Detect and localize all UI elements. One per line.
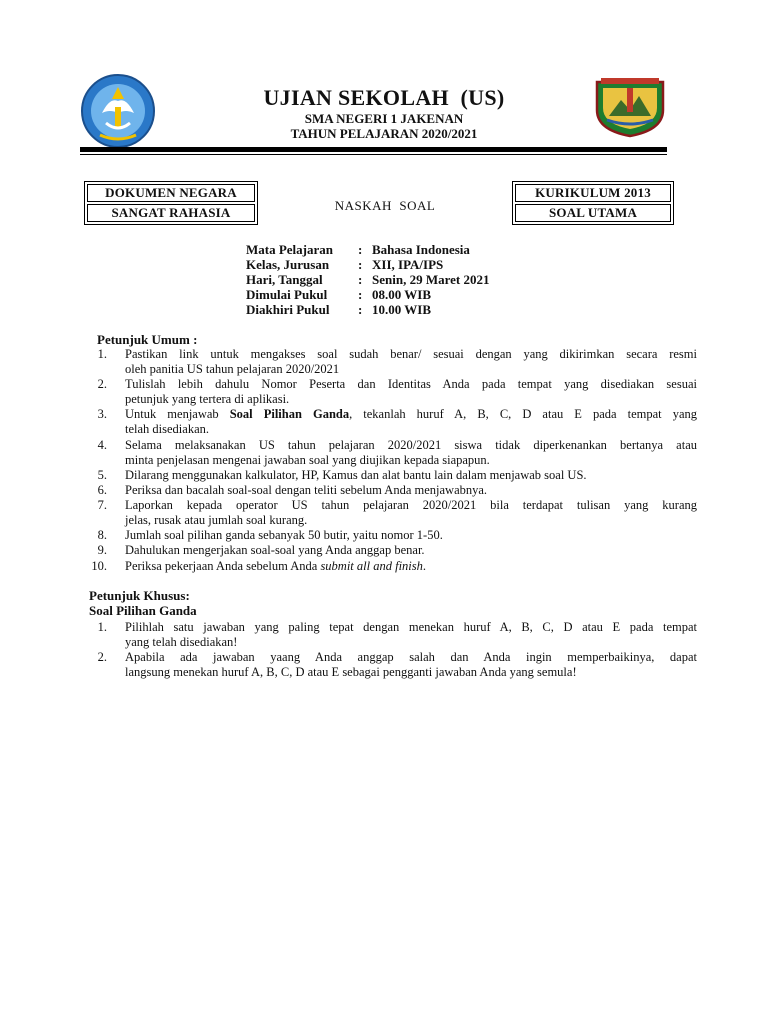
item-number: 1. xyxy=(97,620,107,634)
item-text-line: Jumlah soal pilihan ganda sebanyak 50 butir, yaitu nomor 1-50. xyxy=(125,528,443,542)
info-row-class xyxy=(246,257,443,272)
petunjuk-umum-heading: Petunjuk Umum : xyxy=(97,332,198,347)
academic-year: TAHUN PELAJARAN 2020/2021 xyxy=(290,126,478,141)
info-colon: : xyxy=(358,302,363,317)
info-row-end xyxy=(246,302,431,317)
item-text-line: Laporkan kepada operator US tahun pelajaran 2020/2021 bila terdapat tulisan yang kurang xyxy=(125,498,697,512)
item-text-line xyxy=(125,559,697,574)
item-text-line: Periksa dan bacalah soal-soal dengan teliti sebelum Anda menjawabnya. xyxy=(125,483,488,497)
item-number: 2. xyxy=(97,377,107,391)
item-text-line: Dahulukan mengerjakan soal-soal yang Anda anggap benar. xyxy=(125,543,425,557)
item-text-line xyxy=(125,407,697,422)
kurikulum-label: KURIKULUM 2013 xyxy=(515,184,671,202)
item-number: 8. xyxy=(97,528,107,542)
sangat-rahasia-label: SANGAT RAHASIA xyxy=(87,204,255,222)
item-number: 2. xyxy=(97,650,107,664)
item-number: 5. xyxy=(97,468,107,482)
item-number: 1. xyxy=(97,347,107,361)
item-text-line: Dilarang menggunakan kalkulator, HP, Kamus dan alat bantu lain dalam menjawab soal US. xyxy=(125,468,587,482)
item-number: 4. xyxy=(97,438,107,452)
item-text-line: yang telah disediakan! xyxy=(125,635,238,649)
info-value: XII, IPA/IPS xyxy=(372,257,444,272)
item-text-line: Tulislah lebih dahulu Nomor Peserta dan Identitas Anda pada tempat yang disediakan sesuai xyxy=(125,377,697,391)
item-text-line: Apabila ada jawaban yaang Anda anggap salah dan Anda ingin memperbaikinya, dapat xyxy=(125,650,697,664)
info-label: Hari, Tanggal xyxy=(246,272,323,287)
item-number: 6. xyxy=(97,483,107,497)
info-label: Diakhiri Pukul xyxy=(246,302,330,317)
info-value: 10.00 WIB xyxy=(372,302,431,317)
item-text-line: langsung menekan huruf A, B, C, D atau E sebagai pengganti jawaban Anda yang semula! xyxy=(125,665,577,679)
item-text-line: jelas, rusak atau jumlah soal kurang. xyxy=(125,513,308,527)
info-value: Senin, 29 Maret 2021 xyxy=(372,272,490,287)
info-row-date xyxy=(246,272,489,287)
naskah-soal-label: NASKAH SOAL xyxy=(334,198,436,213)
header-rule-thin xyxy=(80,154,667,155)
item-text-line: Pilihlah satu jawaban yang paling tepat dengan menekan huruf A, B, C, D atau E pada tempat xyxy=(125,620,697,634)
info-colon: : xyxy=(358,257,363,272)
tut-wuri-handayani-logo xyxy=(80,73,156,149)
info-value: 08.00 WIB xyxy=(372,287,431,302)
header-rule-thick xyxy=(80,147,667,152)
item-number: 10. xyxy=(91,559,107,573)
school-name: SMA NEGERI 1 JAKENAN xyxy=(304,111,464,126)
item-text-italic: submit all and finish xyxy=(320,559,423,573)
info-label: Mata Pelajaran xyxy=(246,242,334,257)
info-value: Bahasa Indonesia xyxy=(372,242,470,257)
info-label: Dimulai Pukul xyxy=(246,287,328,302)
exam-title: UJIAN SEKOLAH (US) xyxy=(263,85,505,110)
item-text-line: oleh panitia US tahun pelajaran 2020/2021 xyxy=(125,362,340,376)
item-text-part: Untuk menjawab xyxy=(125,407,230,421)
item-text-line: minta penjelasan mengenai jawaban soal yang diujikan kepada siapapun. xyxy=(125,453,490,467)
info-colon: : xyxy=(358,242,363,257)
item-text-line: petunjuk yang tertera di aplikasi. xyxy=(125,392,290,406)
item-text-line: Pastikan link untuk mengakses soal sudah benar/ sesuai dengan yang dikirimkan secara resmi xyxy=(125,347,697,361)
info-row-start xyxy=(246,287,431,302)
petunjuk-khusus-heading: Petunjuk Khusus: xyxy=(89,588,190,603)
dokumen-negara-label: DOKUMEN NEGARA xyxy=(87,184,255,202)
curriculum-box xyxy=(512,181,674,225)
item-number: 9. xyxy=(97,543,107,557)
item-text-bold: Soal Pilihan Ganda xyxy=(229,407,350,421)
info-colon: : xyxy=(358,272,363,287)
info-colon: : xyxy=(358,287,363,302)
item-text-part: , tekanlah huruf A, B, C, D atau E pada tempat yang xyxy=(349,407,698,421)
item-number: 7. xyxy=(97,498,107,512)
item-number: 3. xyxy=(97,407,107,421)
item-text-line: Selama melaksanakan US tahun pelajaran 2020/2021 siswa tidak diperkenankan bertanya atau xyxy=(125,438,697,452)
item-text-line: telah disediakan. xyxy=(125,422,209,436)
item-text-part: . xyxy=(422,559,427,573)
soal-pilihan-ganda-heading: Soal Pilihan Ganda xyxy=(89,603,197,618)
info-label: Kelas, Jurusan xyxy=(246,257,330,272)
soal-utama-label: SOAL UTAMA xyxy=(515,204,671,222)
document-classification-box xyxy=(84,181,258,225)
item-text-part: Periksa pekerjaan Anda sebelum Anda xyxy=(125,559,321,573)
info-row-subject xyxy=(246,242,470,257)
